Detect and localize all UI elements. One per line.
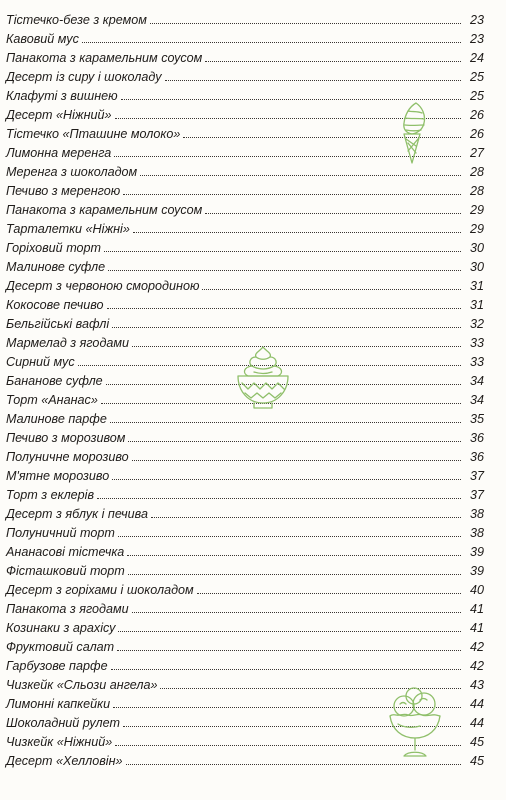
dot-leader	[197, 593, 461, 594]
dot-leader	[132, 460, 461, 461]
toc-entry-page: 27	[469, 146, 484, 160]
toc-entry-page: 41	[469, 621, 484, 635]
toc-entry	[6, 180, 484, 199]
toc-entry-page: 31	[469, 298, 484, 312]
toc-entry-page: 35	[469, 412, 484, 426]
toc-entry-title: Меренга з шоколадом	[6, 165, 138, 179]
toc-entry	[6, 484, 484, 503]
dot-leader	[118, 536, 461, 537]
toc-entry	[6, 655, 484, 674]
toc-entry-page: 38	[469, 507, 484, 521]
toc-entry	[6, 636, 484, 655]
toc-entry	[6, 522, 484, 541]
toc-entry-title: Малинове парфе	[6, 412, 107, 426]
toc-entry-title: Малинове суфле	[6, 260, 106, 274]
toc-entry	[6, 256, 484, 275]
toc-entry-title: Козинаки з арахісу	[6, 621, 116, 635]
toc-entry-title: Десерт з червоною смородиною	[6, 279, 200, 293]
toc-entry-title: Полуничний торт	[6, 526, 115, 540]
toc-entry-page: 31	[469, 279, 484, 293]
toc-entry-title: Торт з еклерів	[6, 488, 95, 502]
toc-entry-page: 44	[469, 716, 484, 730]
toc-entry	[6, 218, 484, 237]
dot-leader	[128, 574, 461, 575]
toc-entry-page: 39	[469, 564, 484, 578]
toc-entry-title: Полуничне морозиво	[6, 450, 129, 464]
toc-entry-title: Тістечко-безе з кремом	[6, 13, 147, 27]
sundae-cup-icon	[232, 345, 294, 409]
toc-entry-page: 28	[469, 165, 484, 179]
toc-entry-page: 37	[469, 488, 484, 502]
toc-entry-page: 41	[469, 602, 484, 616]
toc-entry-page: 26	[469, 108, 484, 122]
toc-entry-title: Панакота з карамельним соусом	[6, 203, 203, 217]
toc-entry-title: Панакота з ягодами	[6, 602, 129, 616]
toc-entry-title: Кавовий мус	[6, 32, 79, 46]
toc-entry-title: Десерт із сиру і шоколаду	[6, 70, 162, 84]
toc-entry-page: 36	[469, 431, 484, 445]
toc-entry-page: 23	[469, 32, 484, 46]
toc-entry	[6, 465, 484, 484]
toc-entry-title: Панакота з карамельним соусом	[6, 51, 203, 65]
toc-entry-title: Ананасові тістечка	[6, 545, 125, 559]
toc-entry-title: Горіховий торт	[6, 241, 102, 255]
toc-entry-title: Тістечко «Пташине молоко»	[6, 127, 181, 141]
dot-leader	[133, 232, 461, 233]
toc-entry	[6, 598, 484, 617]
toc-entry	[6, 541, 484, 560]
toc-entry-page: 26	[469, 127, 484, 141]
toc-entry-title: Сирний мус	[6, 355, 75, 369]
toc-entry-page: 23	[469, 13, 484, 27]
dot-leader	[107, 308, 461, 309]
toc-entry-title: Чизкейк «Ніжний»	[6, 735, 113, 749]
toc-entry	[6, 617, 484, 636]
toc-entry	[6, 408, 484, 427]
toc-entry-title: Фруктовий салат	[6, 640, 115, 654]
ice-cream-cone-icon	[394, 101, 430, 165]
toc-entry-title: Гарбузове парфе	[6, 659, 108, 673]
toc-entry	[6, 66, 484, 85]
dot-leader	[111, 669, 461, 670]
toc-entry-page: 37	[469, 469, 484, 483]
toc-entry	[6, 427, 484, 446]
toc-entry-page: 29	[469, 222, 484, 236]
toc-entry	[6, 503, 484, 522]
ice-cream-bowl-icon	[384, 686, 446, 760]
dot-leader	[132, 612, 461, 613]
dot-leader	[202, 289, 461, 290]
toc-entry-title: Кокосове печиво	[6, 298, 104, 312]
toc-entry-title: Тарталетки «Ніжні»	[6, 222, 130, 236]
toc-entry-page: 25	[469, 70, 484, 84]
dot-leader	[127, 555, 461, 556]
toc-entry-title: Десерт «Хелловін»	[6, 754, 123, 768]
toc-entry	[6, 47, 484, 66]
toc-entry-page: 34	[469, 393, 484, 407]
toc-entry-page: 28	[469, 184, 484, 198]
toc-entry-page: 42	[469, 659, 484, 673]
toc-entry-page: 40	[469, 583, 484, 597]
toc-entry-page: 33	[469, 355, 484, 369]
toc-entry	[6, 446, 484, 465]
toc-entry-page: 30	[469, 260, 484, 274]
dot-leader	[132, 346, 461, 347]
toc-entry-page: 32	[469, 317, 484, 331]
toc-entry-page: 29	[469, 203, 484, 217]
toc-entry-title: Бананове суфле	[6, 374, 103, 388]
toc-entry-page: 44	[469, 697, 484, 711]
dot-leader	[140, 175, 461, 176]
dot-leader	[110, 422, 461, 423]
toc-entry-title: Десерт з яблук і печива	[6, 507, 148, 521]
toc-entry-title: Клафуті з вишнею	[6, 89, 118, 103]
dot-leader	[150, 23, 461, 24]
toc-entry-title: Печиво з морозивом	[6, 431, 126, 445]
toc-entry-title: Мармелад з ягодами	[6, 336, 130, 350]
dot-leader	[118, 631, 461, 632]
toc-entry-page: 38	[469, 526, 484, 540]
dot-leader	[121, 99, 461, 100]
dot-leader	[112, 327, 461, 328]
toc-entry-title: Десерт з горіхами і шоколадом	[6, 583, 194, 597]
toc-entry-title: Лимонні капкейки	[6, 697, 111, 711]
toc-entry	[6, 579, 484, 598]
toc-entry-page: 30	[469, 241, 484, 255]
toc-entry	[6, 237, 484, 256]
toc-entry-page: 45	[469, 754, 484, 768]
toc-entry-page: 33	[469, 336, 484, 350]
toc-entry-page: 42	[469, 640, 484, 654]
toc-entry-page: 45	[469, 735, 484, 749]
toc-entry	[6, 28, 484, 47]
dot-leader	[108, 270, 461, 271]
toc-entry	[6, 199, 484, 218]
toc-entry	[6, 313, 484, 332]
toc-entry-title: Бельгійські вафлі	[6, 317, 110, 331]
toc-entry-title: Фісташковий торт	[6, 564, 125, 578]
dot-leader	[112, 479, 461, 480]
toc-entry-title: Чизкейк «Сльози ангела»	[6, 678, 158, 692]
dot-leader	[123, 194, 461, 195]
toc-entry	[6, 560, 484, 579]
dot-leader	[151, 517, 461, 518]
dot-leader	[97, 498, 461, 499]
toc-entry-page: 36	[469, 450, 484, 464]
toc-entry-title: Печиво з меренгою	[6, 184, 121, 198]
dot-leader	[82, 42, 461, 43]
dot-leader	[117, 650, 461, 651]
toc-entry	[6, 9, 484, 28]
toc-entry-title: Десерт «Ніжний»	[6, 108, 112, 122]
dot-leader	[205, 213, 461, 214]
toc-entry	[6, 294, 484, 313]
dot-leader	[205, 61, 461, 62]
dot-leader	[165, 80, 461, 81]
toc-entry-page: 39	[469, 545, 484, 559]
toc-entry-page: 43	[469, 678, 484, 692]
toc-entry-title: Лимонна меренга	[6, 146, 112, 160]
toc-entry-title: Торт «Ананас»	[6, 393, 98, 407]
toc-entry-title: Шоколадний рулет	[6, 716, 120, 730]
dot-leader	[104, 251, 461, 252]
toc-entry-title: М'ятне морозиво	[6, 469, 110, 483]
toc-entry-page: 24	[469, 51, 484, 65]
dot-leader	[126, 764, 461, 765]
dot-leader	[128, 441, 461, 442]
toc-entry-page: 25	[469, 89, 484, 103]
toc-entry-page: 34	[469, 374, 484, 388]
toc-entry	[6, 275, 484, 294]
